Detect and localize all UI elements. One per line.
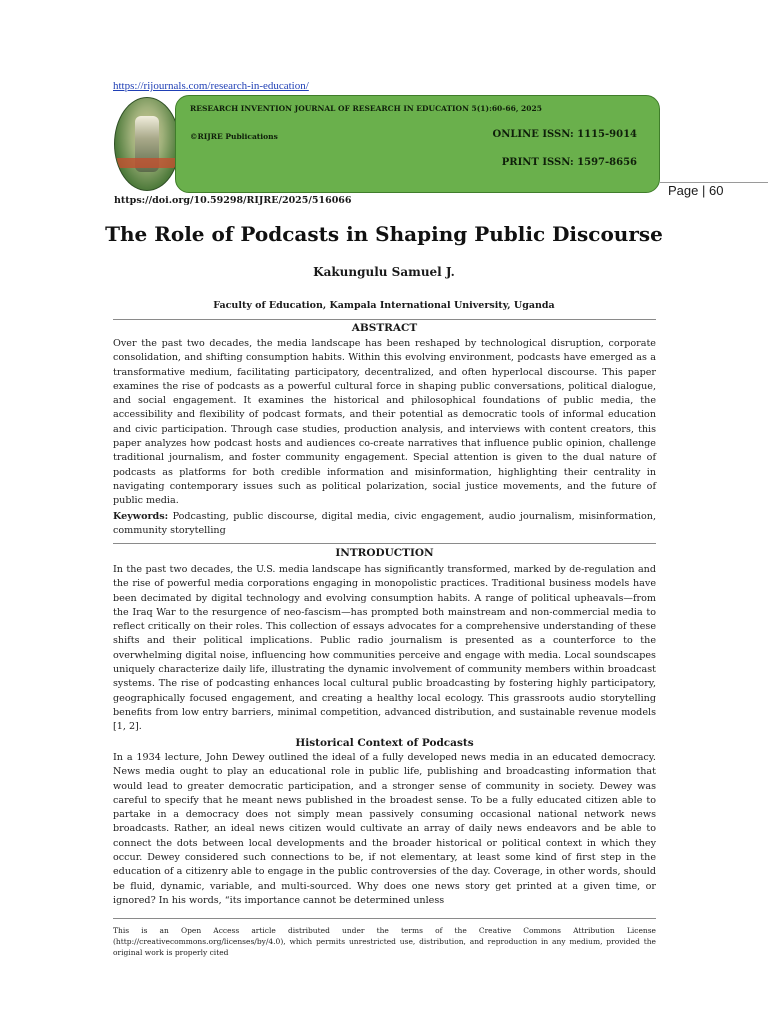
page-number: Page | 60	[668, 183, 724, 198]
journal-cover-image	[114, 97, 180, 191]
keywords-text: Podcasting, public discourse, digital media, civic engagement, audio journalism, misinformation, community storytelling	[113, 511, 656, 537]
abstract-text: Over the past two decades, the media landscape has been reshaped by technological disruption, corporate consolidation, and shifting consumption habits. Within this evolving environment, podcasts have emerged as a transformative medium, facilitating participatory, decentralized, and often hyperlocal discourse. This paper examines the rise of podcasts as a powerful cultural force in shaping public conversations, political dialogue, and social engagement. It examines the historical and philosophical foundations of public media, the accessibility and flexibility of podcast formats, and their potential as democratic tools of informal education and civic participation. Through case studies, production analysis, and interviews with content creators, this paper analyzes how podcast hosts and audiences co-create narratives that influence public opinion, challenge traditional journalism, and foster community engagement. Special attention is given to the dual nature of podcasts as platforms for both credible information and misinformation, highlighting their centrality in navigating contemporary issues such as political polarization, social justice movements, and the future of public media.	[113, 338, 656, 507]
journal-name: RESEARCH INVENTION JOURNAL OF RESEARCH IN EDUCATION 5(1):60-66, 2025	[190, 104, 542, 113]
journal-header-banner	[175, 95, 660, 193]
article-title: The Role of Podcasts in Shaping Public Discourse	[105, 222, 663, 246]
abstract-heading: ABSTRACT	[351, 322, 418, 334]
author-affiliation: Faculty of Education, Kampala International University, Uganda	[213, 300, 555, 311]
cover-band	[115, 158, 179, 168]
historical-context-heading: Historical Context of Podcasts	[295, 737, 474, 749]
doi-link[interactable]: https://doi.org/10.59298/RIJRE/2025/516066	[114, 195, 352, 206]
article-author: Kakungulu Samuel J.	[313, 265, 455, 279]
publisher-label: ©RIJRE Publications	[190, 132, 278, 141]
intro-top-rule	[113, 543, 656, 544]
journal-url-link[interactable]: https://rijournals.com/research-in-education/	[113, 80, 309, 92]
print-issn: PRINT ISSN: 1597-8656	[501, 157, 637, 168]
keywords-label: Keywords:	[113, 511, 169, 522]
footer-rule	[113, 918, 656, 919]
abstract-top-rule	[113, 319, 656, 320]
keywords-line	[113, 510, 656, 539]
online-issn: ONLINE ISSN: 1115-9014	[492, 129, 637, 140]
introduction-heading: INTRODUCTION	[335, 547, 434, 559]
introduction-text: In the past two decades, the U.S. media landscape has significantly transformed, marked by de-regulation and the rise of powerful media corporations engaging in monopolistic practices. Traditional business models have been decimated by digital technology and evolving consumption habits. A range of political upheavals—from the Iraq War to the resurgence of neo-fascism—has prompted both mainstream and non-commercial media to reflect critically on their roles. This collection of essays advocates for a comprehensive understanding of these shifts and their political implications. Public radio journalism is presented as a counterforce to the overwhelming digital noise, influencing how communities perceive and engage with media. Local soundscapes uniquely characterize daily life, illustrating the dynamic involvement of community members within broadcast systems. The rise of podcasting enhances local cultural public broadcasting by fostering highly participatory, geographically focused engagement, and creating a healthy local ecology. This grassroots audio storytelling benefits from low entry barriers, minimal competition, advanced distribution, and sustainable revenue models [1, 2].	[113, 564, 656, 733]
license-footer: This is an Open Access article distributed under the terms of the Creative Commons Attribution License (http://creativecommons.org/licenses/by/4.0), which permits unrestricted use, distribution, and reproduction in any medium, provided the original work is properly cited	[113, 926, 656, 957]
historical-context-text: In a 1934 lecture, John Dewey outlined the ideal of a fully developed news media in an educated democracy. News media ought to play an educational role in public life, publishing and broadcasting information that would lead to greater democratic participation, and a stronger sense of community in society. Dewey was careful to specify that he meant news published in the broadest sense. To be a fully educated citizen able to partake in a democracy does not simply mean passively consuming occasional national network news broadcasts. Rather, an ideal news citizen would cultivate an array of daily news endeavors and be able to connect the dots between local developments and the broader historical or political context in which they occur. Dewey considered such connections to be, if not elementary, at least some kind of first step in the education of a citizenry able to engage in the public controversies of the day. Coverage, in other words, should be fluid, dynamic, variable, and multi-sourced. Why does one news story get printed at a given time, or ignored? In his words, “its importance cannot be determined unless	[113, 752, 656, 906]
